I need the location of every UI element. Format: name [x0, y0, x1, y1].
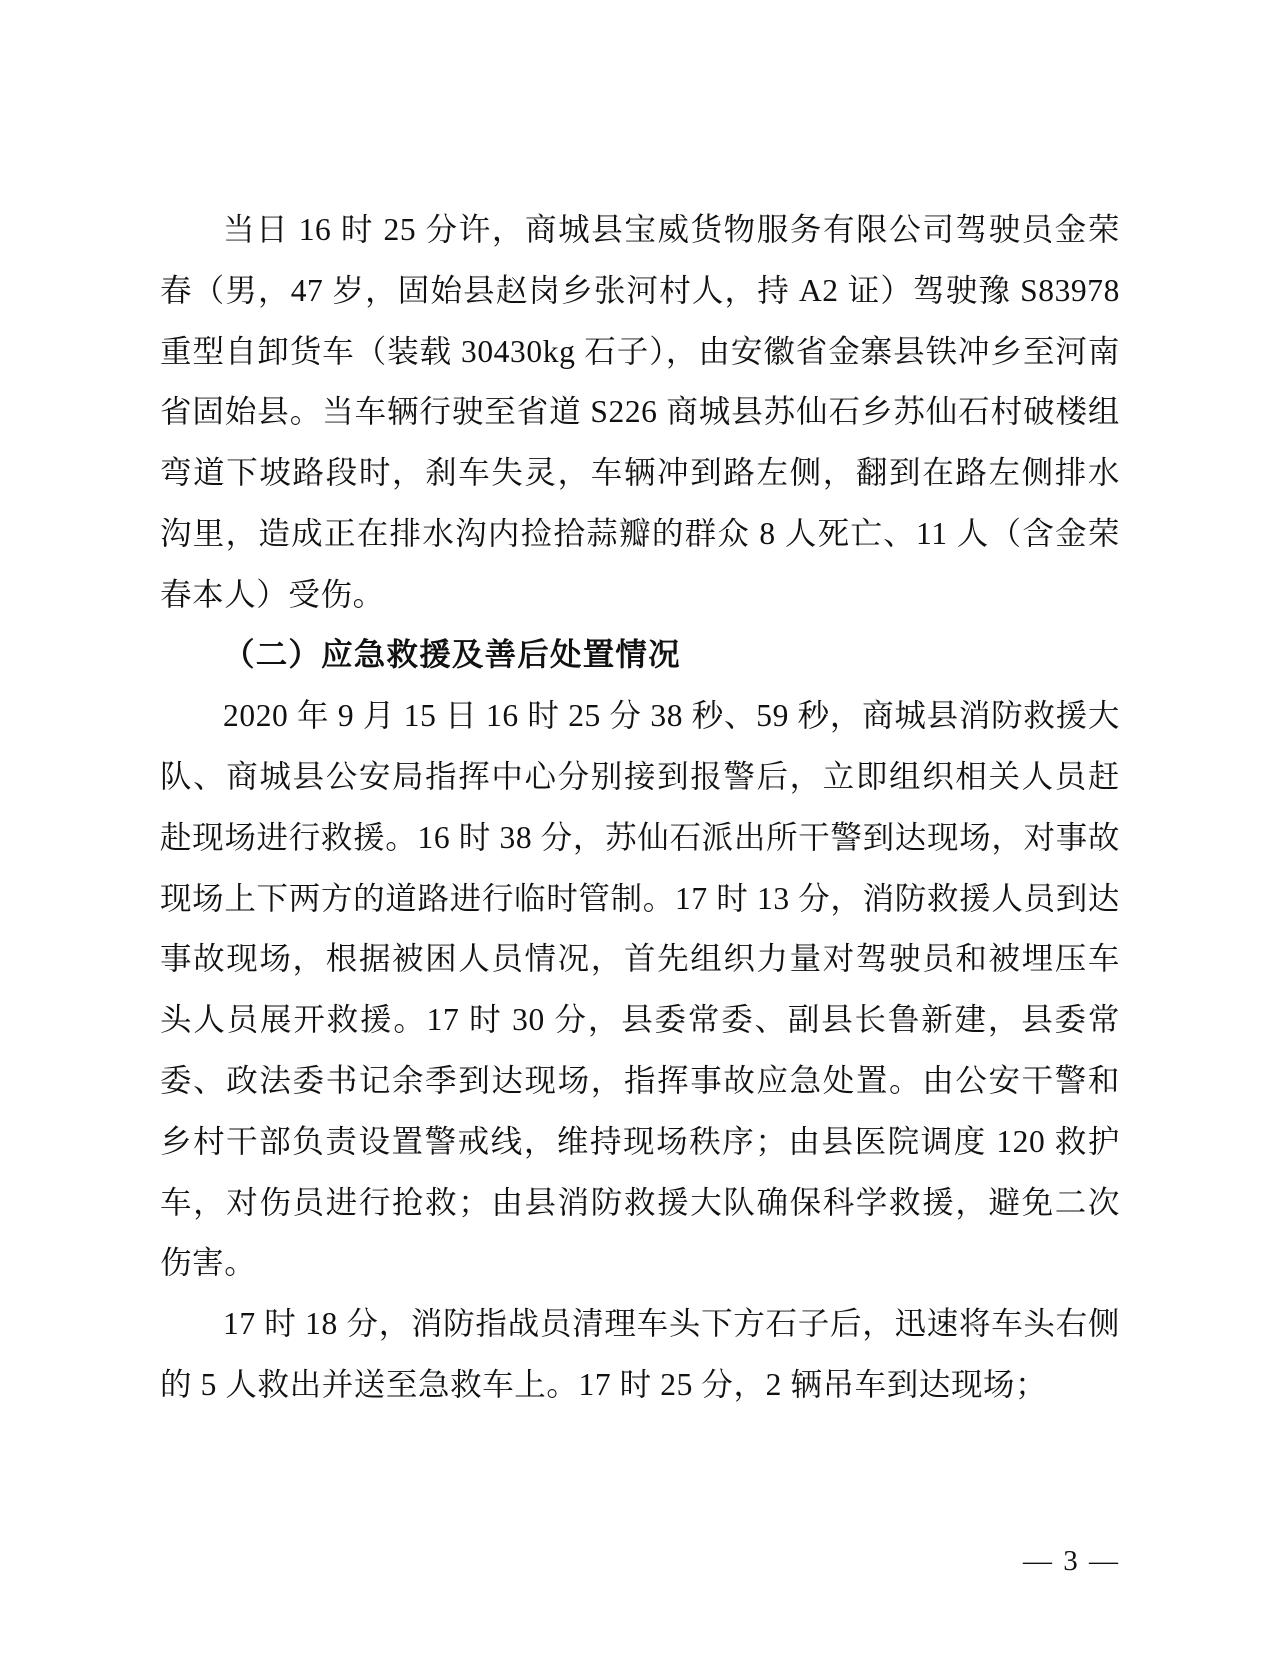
paragraph-rescue-2: 17 时 18 分，消防指战员清理车头下方石子后，迅速将车头右侧的 5 人救出并送至急救车上。17 时 25 分，2 辆吊车到达现场；	[160, 1306, 1120, 1402]
page-number: — 3 —	[1023, 1545, 1120, 1577]
section-heading: （二）应急救援及善后处置情况	[223, 636, 681, 674]
document-body	[160, 200, 1120, 1416]
paragraph-incident-description: 当日 16 时 25 分许，商城县宝威货物服务有限公司驾驶员金荣春（男，47 岁，固始县赵岗乡张河村人，持 A2 证）驾驶豫 S83978 重型自卸货车（装载 30430kg 石子），由安徽省金寨县铁冲乡至河南省固始县。当车辆行驶至省道 S226 商城县苏仙石乡苏仙石村破楼组弯道下坡路段时，刹车失灵，车辆冲到路左侧，翻到在路左侧排水沟里，造成正在排水沟内捡拾蒜瓣的群众 8 人死亡、11 人（含金荣春本人）受伤。	[160, 212, 1120, 612]
paragraph-rescue-1: 2020 年 9 月 15 日 16 时 25 分 38 秒、59 秒，商城县消防救援大队、商城县公安局指挥中心分别接到报警后，立即组织相关人员赶赴现场进行救援。16 时 38 分，苏仙石派出所干警到达现场，对事故现场上下两方的道路进行临时管制。17 时 13 分，消防救援人员到达事故现场，根据被困人员情况，首先组织力量对驾驶员和被埋压车头人员展开救援。17 时 30 分，县委常委、副县长鲁新建，县委常委、政法委书记余季到达现场，指挥事故应急处置。由公安干警和乡村干部负责设置警戒线，维持现场秩序；由县医院调度 120 救护车，对伤员进行抢救；由县消防救援大队确保科学救援，避免二次伤害。	[160, 698, 1120, 1281]
